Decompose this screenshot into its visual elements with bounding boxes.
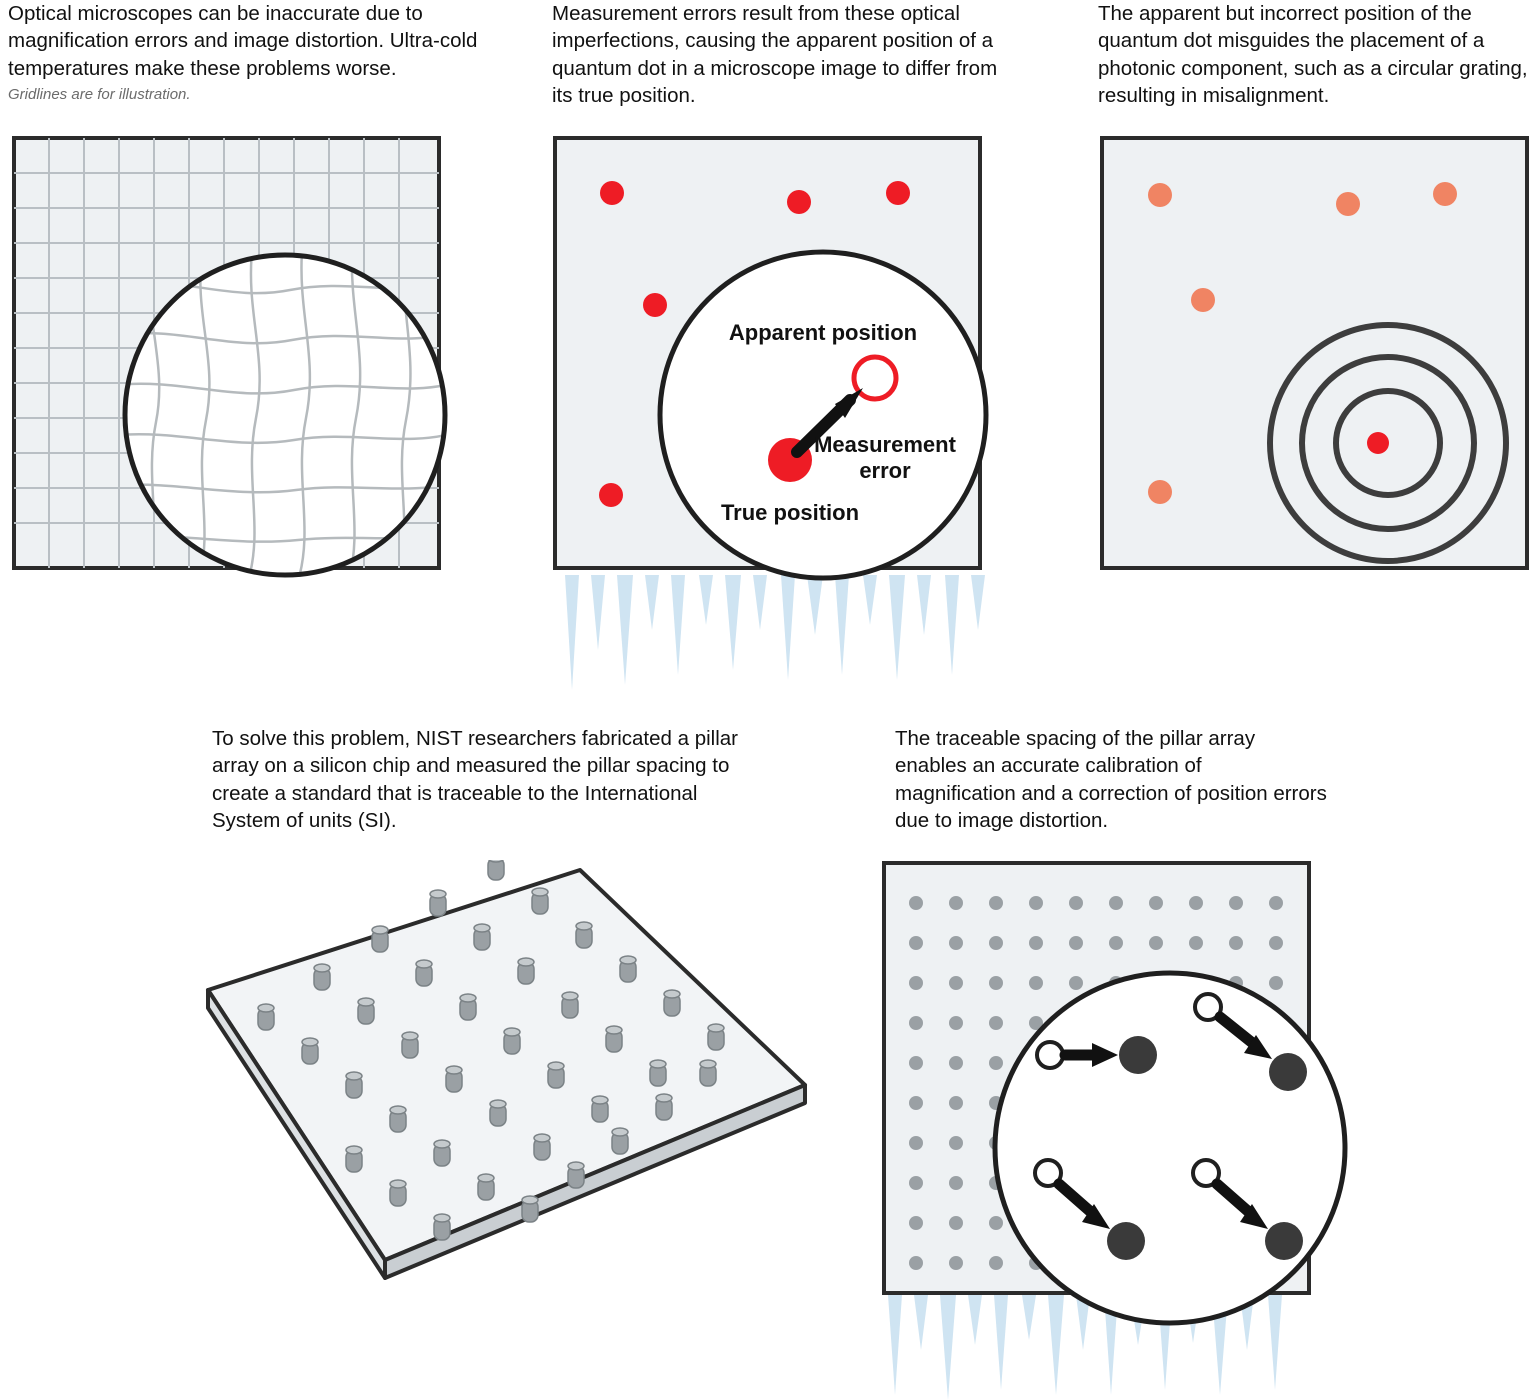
measurement-error-chip bbox=[545, 130, 1015, 675]
apparent-position-label: Apparent position bbox=[728, 320, 918, 345]
panel-1 bbox=[8, 0, 508, 103]
quantum-dot-icon bbox=[1367, 432, 1389, 454]
panel-2 bbox=[552, 0, 1022, 109]
panel-1-note: Gridlines are for illustration. bbox=[8, 85, 191, 103]
panel-3 bbox=[1098, 0, 1536, 109]
circular-grating-chip bbox=[1090, 130, 1530, 580]
distorted-grid-chip bbox=[0, 130, 470, 675]
magnifier-circle-icon bbox=[660, 252, 986, 578]
panel-3-caption: The apparent but incorrect position of the quantum dot misguides the placement of a photonic component, such as a circular grating, resulting in misalignment. bbox=[1098, 2, 1528, 107]
apparent-position-dot bbox=[854, 357, 896, 399]
corrected-positions-chip bbox=[870, 855, 1430, 1400]
panel-4-caption: To solve this problem, NIST researchers fabricated a pillar array on a silicon chip and measured the pillar spacing to create a standard that is traceable to the International System of units (SI). bbox=[212, 727, 739, 832]
magnifier-circle-icon bbox=[995, 973, 1345, 1323]
pillar-array-chip bbox=[180, 860, 840, 1280]
panel-1-caption: Optical microscopes can be inaccurate due to magnification errors and image distortion. Ultra-cold temperatures make these problems worse. bbox=[8, 2, 478, 80]
true-position-dot bbox=[1265, 1222, 1303, 1260]
measurement-error-label-line1: Measurement bbox=[814, 432, 956, 457]
panel-4 bbox=[212, 725, 757, 834]
panel-5 bbox=[895, 725, 1335, 834]
panel-5-caption: The traceable spacing of the pillar array enables an accurate calibration of magnification and a correction of position errors due to image distortion. bbox=[895, 727, 1327, 832]
true-position-dot bbox=[1119, 1036, 1157, 1074]
true-position-dot bbox=[1107, 1222, 1145, 1260]
icicles-icon bbox=[565, 575, 985, 690]
measurement-error-label-line2: error bbox=[859, 458, 911, 483]
apparent-position-dot bbox=[1037, 1042, 1063, 1068]
true-position-dot bbox=[1269, 1053, 1307, 1091]
panel-2-caption: Measurement errors result from these optical imperfections, causing the apparent position of a quantum dot in a microscope image to differ from its true position. bbox=[552, 2, 998, 107]
true-position-label: True position bbox=[720, 500, 860, 525]
